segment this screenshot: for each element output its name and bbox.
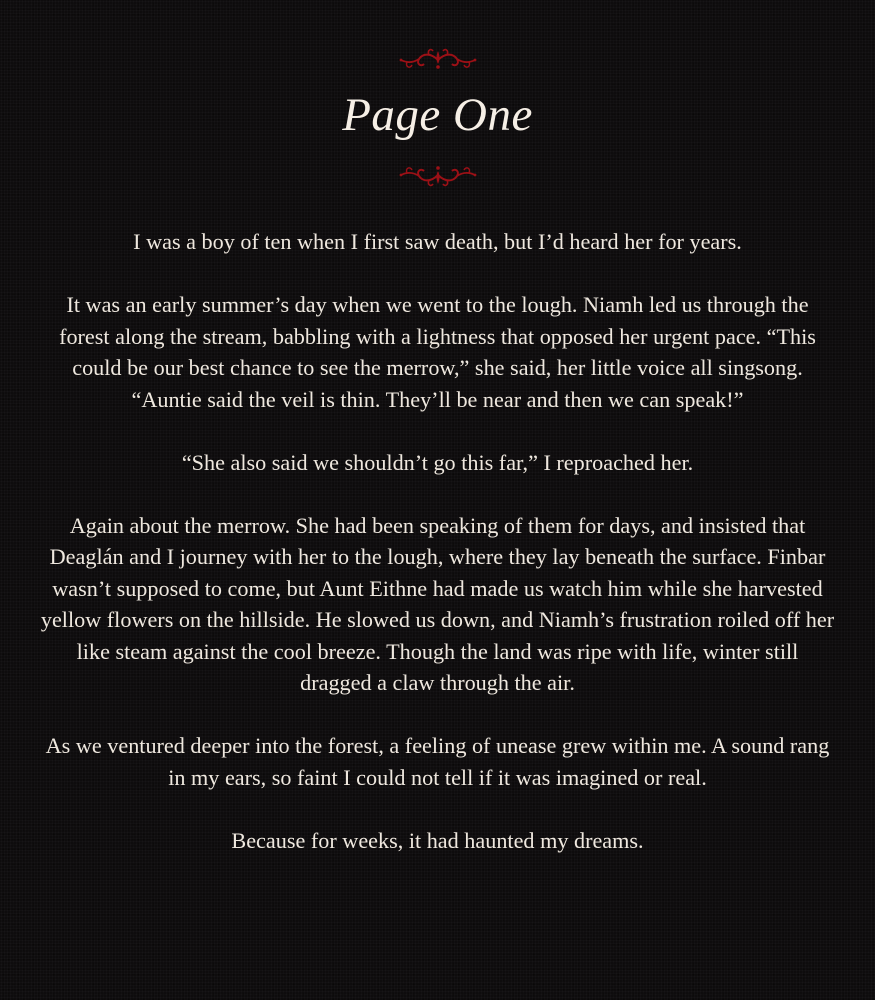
story-paragraph: As we ventured deeper into the forest, a feeling of unease grew within me. A sound rang in my ears, so faint I could not tell if it was imagined or real. <box>45 733 830 790</box>
page-title: Page One <box>342 89 533 141</box>
red-filigree-flourish-icon <box>393 162 483 188</box>
story-paragraph: It was an early summer’s day when we went to the lough. Niamh led us through the forest along the stream, babbling with a lightness that opposed her urgent pace. “This could be our best chance to see the merrow,” she said, her little voice all singsong. “Auntie said the veil is thin. They’ll be near and then we can speak!” <box>59 292 816 412</box>
story-paragraph: Because for weeks, it had haunted my dreams. <box>231 827 644 853</box>
story-body <box>40 226 835 856</box>
story-paragraph: Again about the merrow. She had been speaking of them for days, and insisted that Deaglán and I journey with her to the lough, where they lay beneath the surface. Finbar wasn’t supposed to come, but Aunt Eithne had made us watch him while she harvested yellow flowers on the hillside. He slowed us down, and Niamh’s frustration roiled off her like steam against the cool breeze. Though the land was ripe with life, winter still dragged a claw through the air. <box>40 512 835 695</box>
story-paragraph: “She also said we shouldn’t go this far,” I reproached her. <box>181 449 694 475</box>
red-filigree-flourish-icon <box>393 47 483 73</box>
story-paragraph: I was a boy of ten when I first saw death, but I’d heard her for years. <box>133 229 742 254</box>
